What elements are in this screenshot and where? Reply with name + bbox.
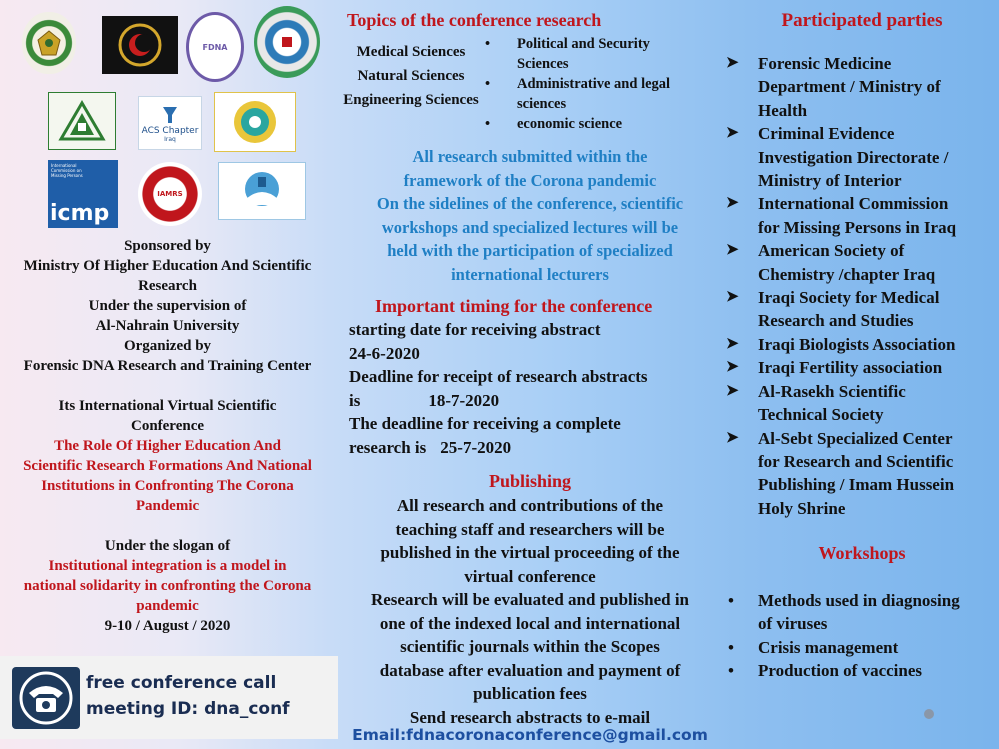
arrow-bullet-icon: ➤ <box>726 382 739 399</box>
conference-title-1: The Role Of Higher Education And <box>54 438 281 454</box>
supervision: Under the supervision of <box>88 298 247 314</box>
workshops-title: Workshops <box>818 543 906 563</box>
iamrs-logo <box>138 162 202 226</box>
list-item: ➤ Iraqi Fertility association <box>725 356 999 379</box>
list-item: • Production of vaccines <box>725 659 999 682</box>
arrow-bullet-icon: ➤ <box>726 195 739 212</box>
topics-title: Topics of the conference research <box>347 10 602 30</box>
abstract-start-label: starting date for receiving abstract <box>349 320 601 339</box>
parties-list <box>725 52 999 520</box>
conference-title-2: Scientific Research Formations And National <box>23 458 312 474</box>
topic-item: Engineering Sciences <box>343 92 479 108</box>
topics-right-list <box>485 34 715 134</box>
left-column <box>0 0 335 749</box>
conference-call-box <box>0 656 338 739</box>
iamrs-logo-text: IAMRS <box>157 190 183 198</box>
call-meeting-id: meeting ID: dna_conf <box>86 699 290 719</box>
icmp-logo-small: International Commission on Missing Persons <box>51 163 83 178</box>
conference-type-2: Conference <box>130 418 205 434</box>
parties-title: Participated parties <box>781 10 943 31</box>
list-item: ➤ International Commission for Missing Persons in Iraq <box>726 194 957 237</box>
topic-item: Medical Sciences <box>356 44 466 60</box>
conference-title-3: Institutions in Confronting The Corona <box>41 478 294 494</box>
university: Al-Nahrain University <box>95 318 240 334</box>
slogan-line-3: pandemic <box>136 598 199 614</box>
abstract-deadline-label: Deadline for receipt of research abstracts <box>349 367 648 386</box>
list-item: ➤ Iraqi Society for Medical Research and Studies <box>726 288 940 331</box>
corona-notice: All research submitted within the framework of the Corona pandemic On the sidelines of the conference, scientific workshops and specialized lectures will be held with the participation of specialized international lecturers <box>376 147 684 284</box>
slogan-intro: Under the slogan of <box>104 538 231 554</box>
full-research-deadline-date: 25-7-2020 <box>440 437 512 457</box>
list-item: ➤ Al-Sebt Specialized Center for Research and Scientific Publishing / Imam Hussein Holy Shrine <box>726 428 955 518</box>
arrow-bullet-icon: ➤ <box>726 242 739 259</box>
topic-item: Natural Sciences <box>357 68 465 84</box>
publishing-block: All research and contributions of the teaching staff and researchers will be published in the virtual proceeding of the virtual conference Research will be evaluated and published in one of the indexed local and international scientific journals within the Scopes database after evaluation and payment of publication fees Send research abstracts to e-mail <box>370 496 690 727</box>
call-line-1: free conference call <box>86 673 277 693</box>
middle-column <box>335 0 725 749</box>
crescent-logo <box>102 16 178 74</box>
fertility-society-logo <box>214 92 296 152</box>
icmp-logo-text: icmp <box>50 201 110 226</box>
ministry-emblem-logo <box>22 12 76 74</box>
icmp-logo <box>48 160 118 228</box>
list-item: ➤ Iraqi Biologists Association <box>725 333 999 356</box>
acs-chapter-logo <box>138 96 202 150</box>
acs-logo-text: ACS Chapter <box>141 125 199 136</box>
gear-society-logo <box>254 6 320 78</box>
arrow-bullet-icon: ➤ <box>726 55 739 71</box>
scientific-society-logo <box>48 92 116 150</box>
contact-email[interactable]: Email:fdnacoronaconference@gmail.com <box>352 726 708 744</box>
organized-by: Organized by <box>123 338 212 354</box>
arrow-bullet-icon: ➤ <box>726 359 739 376</box>
arrow-bullet-icon: ➤ <box>726 289 739 306</box>
sponsored-by: Sponsored by <box>124 238 211 254</box>
topic-item: • Political and Security Sciences <box>485 34 715 74</box>
al-sebt-center-logo <box>218 162 306 220</box>
arrow-bullet-icon: ➤ <box>726 335 739 352</box>
arrow-bullet-icon: ➤ <box>726 429 739 446</box>
phone-icon <box>12 667 80 729</box>
list-item: ➤ Al-Rasekh Scientific Technical Society <box>726 381 906 425</box>
topic-item: • Administrative and legal sciences <box>485 74 715 114</box>
slogan-line-1: Institutional integration is a model in <box>48 558 287 574</box>
acs-logo-sub: Iraq <box>164 135 176 143</box>
timing-title: Important timing for the conference <box>375 296 653 316</box>
list-item: ➤ Forensic Medicine Department / Ministry of Health <box>726 54 941 120</box>
conference-type-1: Its International Virtual Scientific <box>58 398 277 414</box>
conference-title-4: Pandemic <box>135 498 200 514</box>
ministry-line-2: Research <box>138 278 197 294</box>
fdna-logo-text: FDNA <box>202 42 228 52</box>
arrow-bullet-icon: ➤ <box>726 125 739 142</box>
ministry-line-1: Ministry Of Higher Education And Scientific <box>23 258 312 274</box>
list-item: • Methods used in diagnosing of viruses <box>725 589 999 636</box>
abstract-deadline-date: 18-7-2020 <box>428 390 500 410</box>
list-item: • Crisis management <box>725 636 999 659</box>
full-research-deadline-label: The deadline for receiving a complete <box>349 414 621 433</box>
topics-left-list <box>335 40 487 112</box>
workshops-list <box>725 589 999 683</box>
timing-block: starting date for receiving abstract 24-6-2020 Deadline for receipt of research abstracts is 18-7-2020 The deadline for receiving a complete research is 25-7-2020 <box>349 318 725 459</box>
right-column <box>725 0 999 749</box>
slogan-line-2: national solidarity in confronting the Corona <box>23 578 312 594</box>
sponsor-block <box>0 236 335 636</box>
conference-dates: 9-10 / August / 2020 <box>104 618 231 634</box>
publishing-title: Publishing <box>489 471 572 491</box>
topic-item: • economic science <box>485 114 715 134</box>
organizing-center: Forensic DNA Research and Training Center <box>23 358 312 374</box>
fdna-logo <box>186 12 244 82</box>
slide-indicator-dot <box>924 709 934 719</box>
list-item: ➤ Criminal Evidence Investigation Directorate / Ministry of Interior <box>726 124 949 191</box>
abstract-start-date: 24-6-2020 <box>349 343 420 363</box>
list-item: ➤ American Society of Chemistry /chapter Iraq <box>726 241 936 284</box>
